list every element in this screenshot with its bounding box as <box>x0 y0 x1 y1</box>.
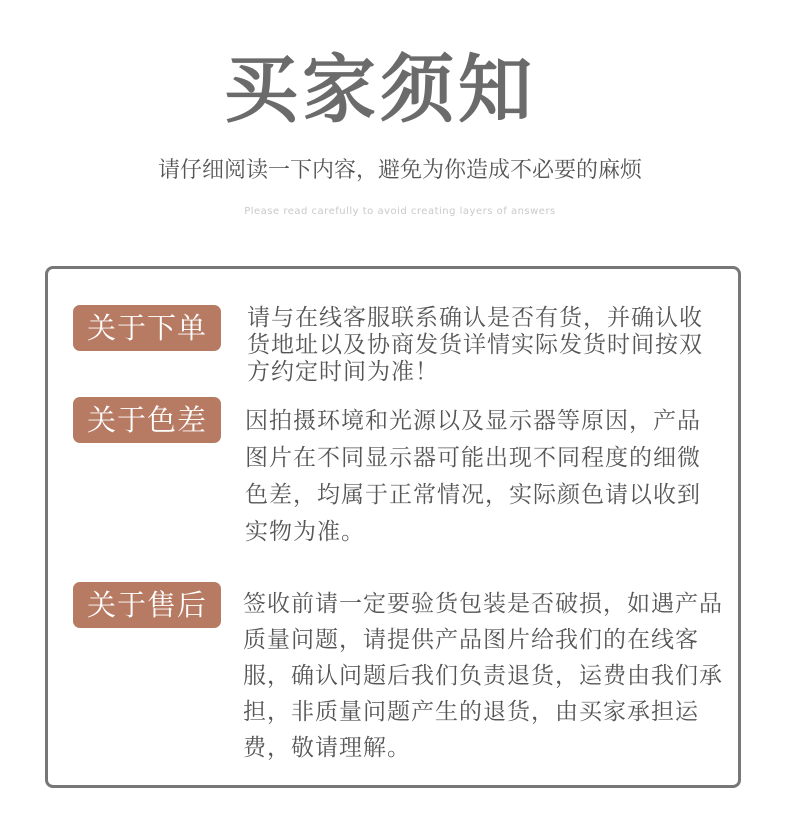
section-ordering-badge: 关于下单 <box>73 305 221 351</box>
page-subtitle: 请仔细阅读一下内容，避免为你造成不必要的麻烦 <box>157 158 642 183</box>
notice-card <box>45 266 741 788</box>
section-after-sales-text: 签收前请一定要验货包装是否破损，如遇产品质量问题，请提供产品图片给我们的在线客服，确认问题后我们负责退货，运费由我们承担，非质量问题产生的退货，由买家承担运费，敬请理解。 <box>243 591 723 761</box>
section-color-difference-badge: 关于色差 <box>73 397 221 443</box>
section-after-sales-badge: 关于售后 <box>73 582 221 628</box>
page-subtitle-english: Please read carefully to avoid creating layers of answers <box>244 206 556 217</box>
section-ordering-text: 请与在线客服联系确认是否有货，并确认收货地址以及协商发货详情实际发货时间按双方约定时间为准！ <box>247 305 703 385</box>
page-title: 买家须知 <box>224 47 536 133</box>
section-color-difference-text: 因拍摄环境和光源以及显示器等原因，产品图片在不同显示器可能出现不同程度的细微色差，均属于正常情况，实际颜色请以收到实物为准。 <box>245 408 701 545</box>
